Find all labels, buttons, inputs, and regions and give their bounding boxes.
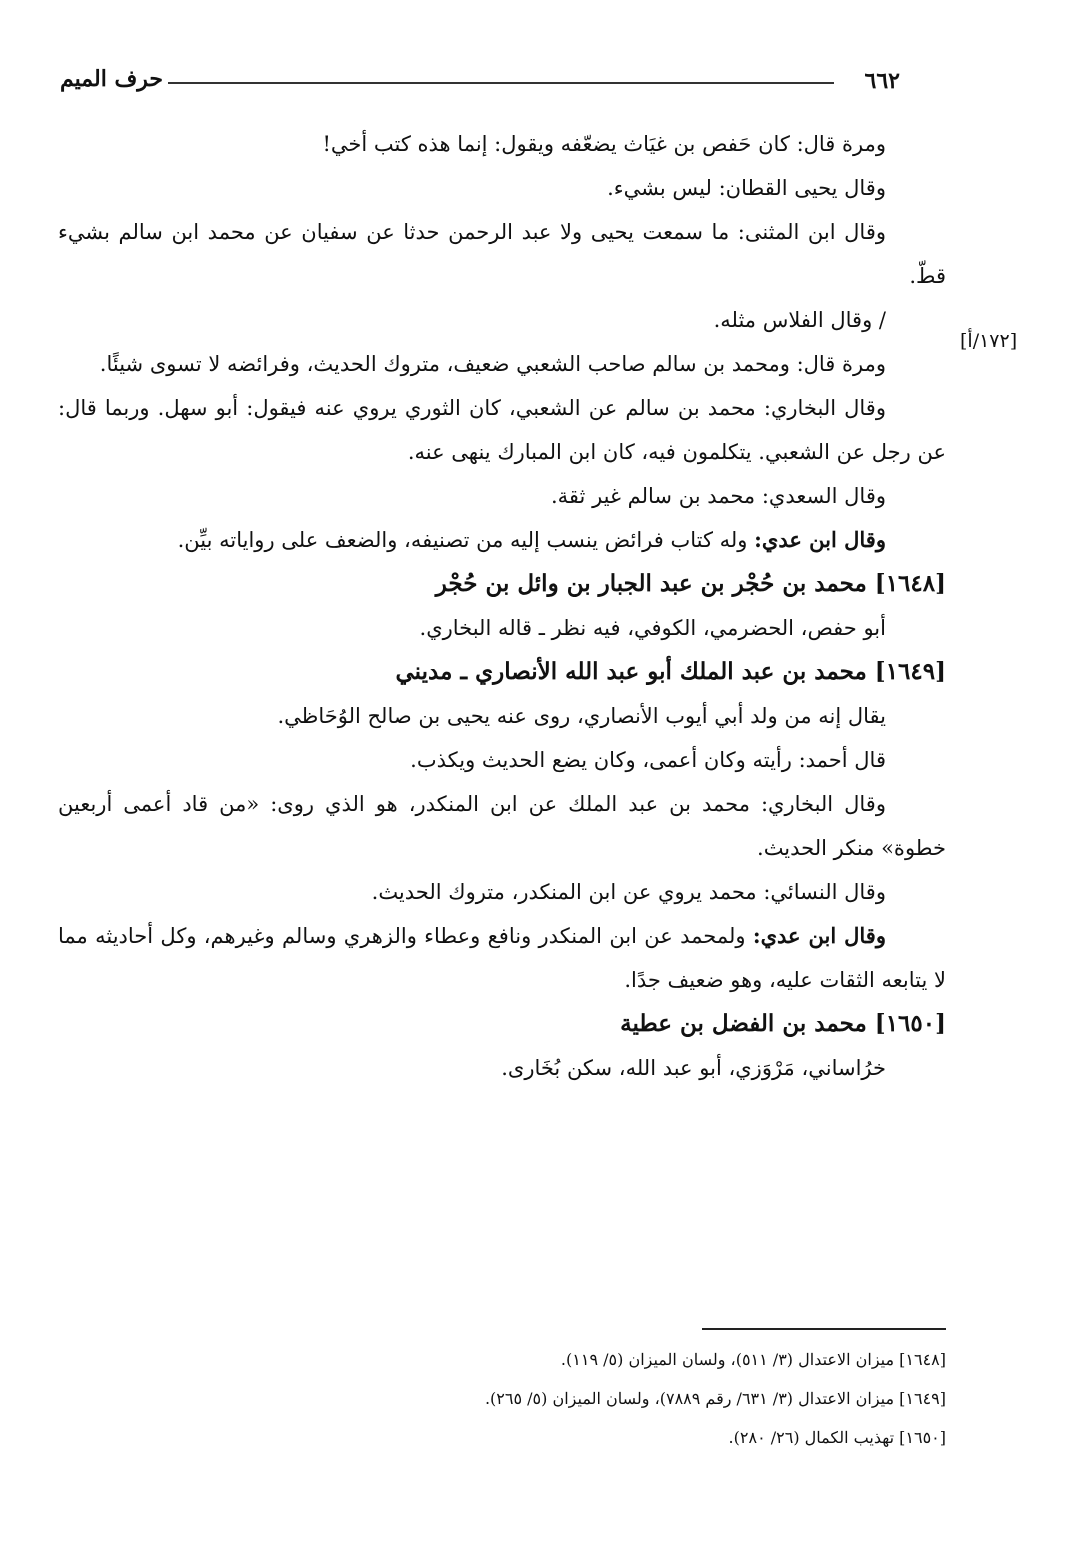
paragraph: يقال إنه من ولد أبي أيوب الأنصاري، روى عنه يحيى بن صالح الوُحَاظي. [277, 704, 886, 728]
paragraph: وقال يحيى القطان: ليس بشيء. [607, 176, 886, 200]
running-title: حرف الميم [60, 66, 164, 92]
footnote: [١٦٤٨] ميزان الاعتدال (٣/ ٥١١)، ولسان الميزان (٥/ ١١٩). [560, 1350, 946, 1369]
paragraph [58, 518, 946, 562]
footnote: [١٦٥٠] تهذيب الكمال (٢٦/ ٢٨٠). [728, 1428, 946, 1447]
paragraph: وقال ابن المثنى: ما سمعت يحيى ولا عبد الرحمن حدثا عن سفيان عن محمد ابن سالم بشيء قطّ. [58, 220, 946, 288]
entry-heading-1648: [١٦٤٨] محمد بن حُجْر بن عبد الجبار بن وائل بن حُجْر [435, 570, 946, 597]
paragraph [58, 914, 946, 1002]
paragraph: خرُاساني، مَرْوَزي، أبو عبد الله، سكن بُخَارى. [501, 1056, 886, 1080]
paragraph: / وقال الفلاس مثله. [713, 308, 886, 332]
paragraph-lead: وقال ابن عدي: [754, 527, 886, 552]
footnotes [200, 1340, 946, 1457]
paragraph: ومرة قال: ومحمد بن سالم صاحب الشعبي ضعيف، متروك الحديث، وفرائضه لا تسوى شيئًا. [99, 352, 886, 376]
paragraph: وقال السعدي: محمد بن سالم غير ثقة. [551, 484, 886, 508]
paragraph-lead: وقال ابن عدي: [752, 923, 886, 948]
paragraph: قال أحمد: رأيته وكان أعمى، وكان يضع الحديث ويكذب. [410, 748, 886, 772]
paragraph: وقال البخاري: محمد بن عبد الملك عن ابن المنكدر، هو الذي روى: «من قاد أعمى أربعين خطوة» منكر الحديث. [58, 792, 946, 860]
paragraph: ومرة قال: كان حَفص بن غيَاث يضعّفه ويقول: إنما هذه كتب أخي! [322, 132, 886, 156]
footnote-rule [702, 1328, 946, 1330]
entry-heading-1650: [١٦٥٠] محمد بن الفضل بن عطية [620, 1010, 946, 1037]
paragraph: وقال النسائي: محمد يروي عن ابن المنكدر، متروك الحديث. [371, 880, 886, 904]
page-header [60, 62, 950, 102]
paragraph: وقال البخاري: محمد بن سالم عن الشعبي، كان الثوري يروي عنه فيقول: أبو سهل. وربما قال: عن رجل عن الشعبي. يتكلمون فيه، كان ابن المبارك ينهى عنه. [58, 396, 946, 464]
main-text [58, 122, 946, 1090]
paragraph-rest: ولمحمد عن ابن المنكدر ونافع وعطاء والزهري وسالم وغيرهم، وكل أحاديثه مما لا يتابعه الثقات عليه، وهو ضعيف جدًا. [58, 924, 946, 992]
entry-heading-1649: [١٦٤٩] محمد بن عبد الملك أبو عبد الله الأنصاري ـ مديني [395, 658, 946, 685]
paragraph: أبو حفص، الحضرمي، الكوفي، فيه نظر ـ قاله البخاري. [419, 616, 886, 640]
header-rule [168, 82, 834, 84]
margin-folio-note: [١٧٢/أ] [960, 330, 1018, 352]
page-number: ٦٦٢ [864, 68, 900, 94]
footnote: [١٦٤٩] ميزان الاعتدال (٣/ ٦٣١/ رقم ٧٨٨٩)، ولسان الميزان (٥/ ٢٦٥). [484, 1389, 946, 1408]
paragraph-rest: وله كتاب فرائض ينسب إليه من تصنيفه، والضعف على رواياته بيِّن. [177, 528, 748, 552]
